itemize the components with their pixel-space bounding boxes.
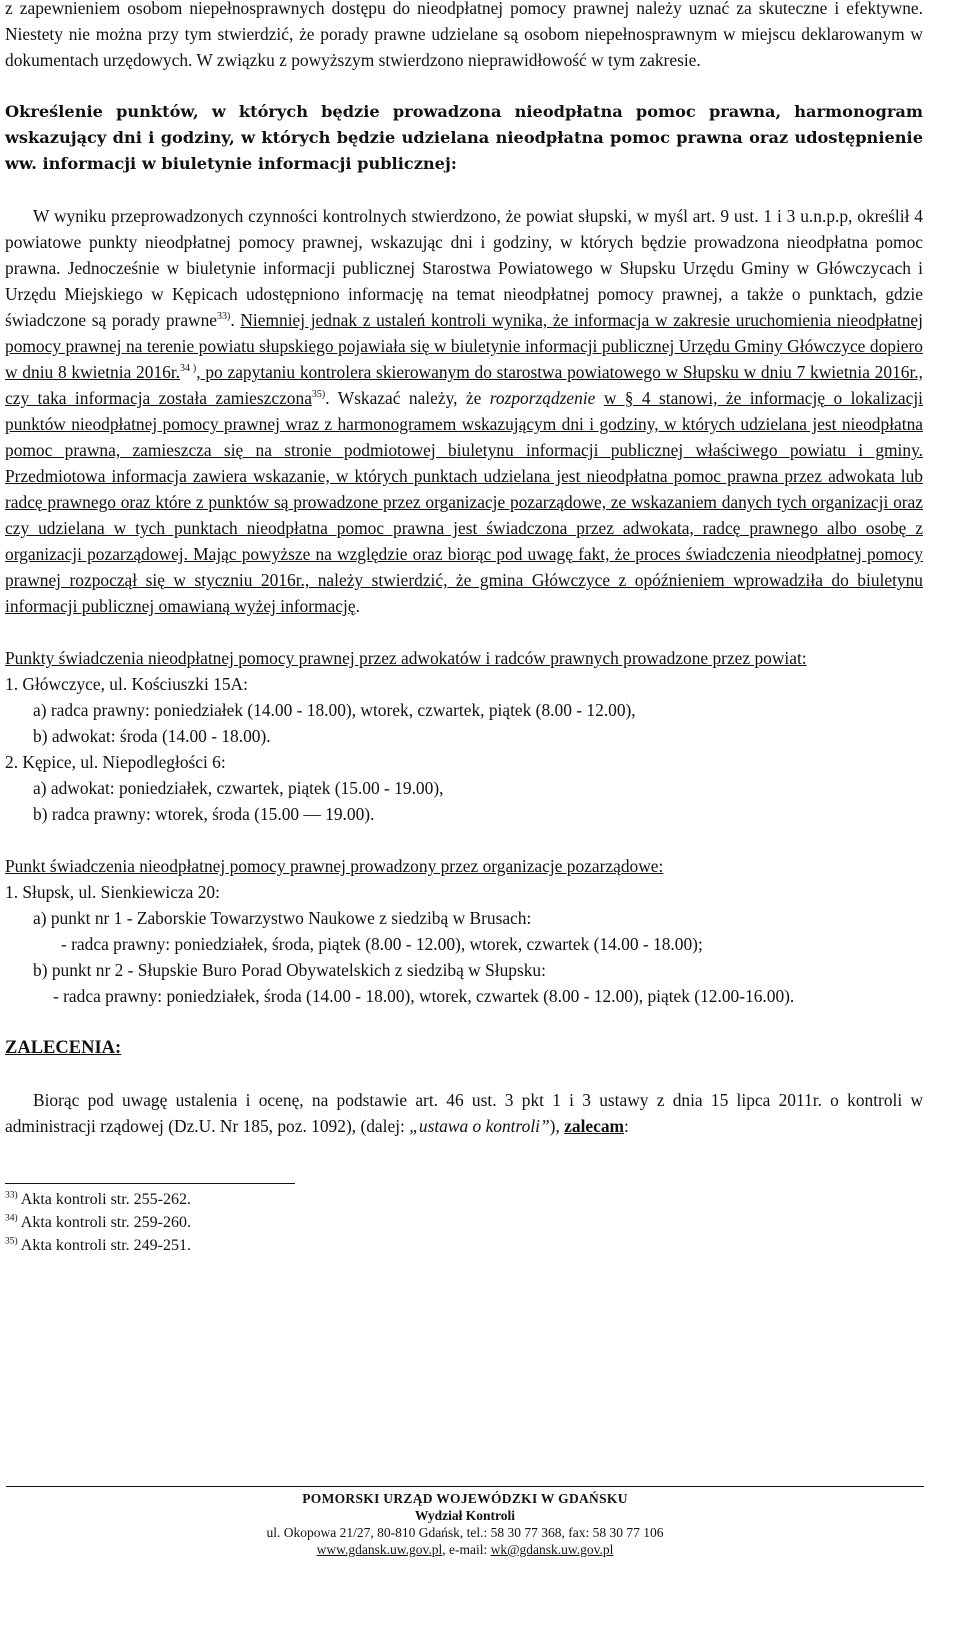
list-subitem: a) adwokat: poniedziałek, czwartek, piątek (15.00 - 19.00), — [33, 778, 444, 798]
list-detail: - radca prawny: poniedziałek, środa (14.00 - 18.00), wtorek, czwartek (8.00 - 12.00), piątek (12.00-16.00). — [53, 986, 795, 1006]
main-text-5: w § 4 stanowi, że informację o lokalizacji punktów nieodpłatnej pomocy prawnej wraz z harmonogramem wskazującym dni i godziny, w których udzielana jest nieodpłatna pomoc prawna, zamieszcza się na stronie podmiotowej biuletynu informacji publicznej właściwego powiatu i gminy. Przedmiotowa informacja zawiera wskazanie, w których punktach udzielana jest nieodpłatna pomoc prawna przez adwokata lub radcę prawnego oraz które z punktów są prowadzone przez organizacje pozarządowe, ze wskazaniem danych tych organizacji oraz czy udzielana w tych punktach nieodpłatna pomoc prawna jest świadczona przez adwokata, radcę prawnego albo osobę z organizacji pozarządowej. Mając powyższe na względzie oraz biorąc pod uwagę fakt, że proces świadczenia nieodpłatnej pomocy prawnej rozpoczął się w styczniu 2016r., należy stwierdzić, że gmina Główczyce z opóźnieniem wprowadziła do biuletynu informacji publicznej omawianą wyżej informację — [5, 388, 923, 616]
list-subitem: b) adwokat: środa (14.00 - 18.00). — [33, 726, 271, 746]
footnote-34: $^{34)}$ Akta kontroli str. 259-260. — [5, 1213, 192, 1231]
main-text-2: Niemniej jednak z ustaleń kontroli wynika, że informacja w zakresie uruchomienia nieodpłatnej pomocy prawnej na terenie powiatu słupskiego pojawiała się w biuletynie informacji publicznej Urzędu Gminy Główczyce dopiero w dniu 8 kwietnia 2016r. — [5, 310, 923, 382]
footnote-ref-35[interactable]: 35) — [311, 389, 326, 401]
recommendations-paragraph: Biorąc pod uwagę ustalenia i ocenę, na podstawie art. 46 ust. 3 pkt 1 i 3 ustawy z dnia 15 lipca 2011r. o kontroli w administracji rządowej (Dz.U. Nr 185, poz. 1092), (dalej: „ustawa o kontroli”), zalecam: — [5, 1090, 923, 1136]
list-subitem: a) punkt nr 1 - Zaborskie Towarzystwo Naukowe z siedzibą w Brusach: — [33, 908, 532, 928]
footer-email-link[interactable]: wk@gdansk.uw.gov.pl — [490, 1542, 614, 1557]
recommend-keyword: zalecam — [564, 1116, 625, 1136]
footer-website-link[interactable]: www.gdansk.uw.gov.pl — [316, 1542, 443, 1557]
ngo-points-heading: Punkt świadczenia nieodpłatnej pomocy prawnej prowadzony przez organizacje pozarządowe: — [5, 856, 664, 876]
list-item: 1. Główczyce, ul. Kościuszki 15A: — [5, 674, 248, 694]
ngo-points-list — [5, 879, 923, 1009]
footnote-35: $^{35)}$ Akta kontroli str. 249-251. — [5, 1236, 192, 1254]
list-subitem: a) radca prawny: poniedziałek (14.00 - 18.00), wtorek, czwartek, piątek (8.00 - 12.00), — [33, 700, 636, 720]
footer-department: Wydział Kontroli — [414, 1508, 516, 1523]
recommendations-heading: ZALECENIA: — [5, 1038, 122, 1058]
intro-paragraph: z zapewnieniem osobom niepełnosprawnych dostępu do nieodpłatnej pomocy prawnej należy uznać za skuteczne i efektywne. Niestety nie można przy tym stwierdzić, że porady prawne udzielane są osobom niepełnosprawnym w miejscu deklarowanym w dokumentach urzędowych. W związku z powyższym stwierdzono nieprawidłowość w tym zakresie. — [5, 0, 923, 70]
footnote-separator — [5, 1183, 295, 1184]
list-subitem: b) radca prawny: wtorek, środa (15.00 — 19.00). — [33, 804, 375, 824]
footer-address: ul. Okopowa 21/27, 80-810 Gdańsk, tel.: 58 30 77 368, fax: 58 30 77 106 — [266, 1525, 664, 1540]
footer-divider — [6, 1486, 924, 1487]
main-text-1: W wyniku przeprowadzonych czynności kontrolnych stwierdzono, że powiat słupski, w myśl art. 9 ust. 1 i 3 u.n.p.p, określił 4 powiatowe punkty nieodpłatnej pomocy prawnej, wskazując dni i godziny, w których będzie prowadzona nieodpłatna pomoc prawna. Jednocześnie w biuletynie informacji publicznej Starostwa Powiatowego w Słupsku Urzędu Gminy w Główczycach i Urzędu Miejskiego w Kępicach udostępniono informację na temat nieodpłatnej pomocy prawnej, a także o punktach, gdzie świadczone są porady prawne — [5, 206, 923, 330]
footer-contact: www.gdansk.uw.gov.pl, e-mail: wk@gdansk.uw.gov.pl — [316, 1542, 614, 1557]
document-page — [5, 0, 923, 1257]
main-paragraph: W wyniku przeprowadzonych czynności kontrolnych stwierdzono, że powiat słupski, w myśl art. 9 ust. 1 i 3 u.n.p.p, określił 4 powiatowe punkty nieodpłatnej pomocy prawnej, wskazując dni i godziny, w których będzie prowadzona nieodpłatna pomoc prawna. Jednocześnie w biuletynie informacji publicznej Starostwa Powiatowego w Słupsku Urzędu Gminy w Główczycach i Urzędu Miejskiego w Kępicach udostępniono informację na temat nieodpłatnej pomocy prawnej, a także o punktach, gdzie świadczone są porady prawne$^{33)}$. Niemniej jednak z ustaleń kontroli wynika, że informacja w zakresie uruchomienia nieodpłatnej pomocy prawnej na terenie powiatu słupskiego pojawiała się w biuletynie informacji publicznej Urzędu Gminy Główczyce dopiero w dniu 8 kwietnia 2016r.$^{34 )}$, po zapytaniu kontrolera skierowanym do starostwa powiatowego w Słupsku w dniu 7 kwietnia 2016r., czy taka informacja została zamieszczona$^{35)}$. Wskazać należy, że rozporządzenie w § 4 stanowi, że informację o lokalizacji punktów nieodpłatnej pomocy prawnej wraz z harmonogramem wskazującym dni i godziny, w których udzielana jest nieodpłatna pomoc prawna, zamieszcza się na stronie podmiotowej biuletynu informacji publicznej właściwego powiatu i gminy. Przedmiotowa informacja zawiera wskazanie, w których punktach udzielana jest nieodpłatna pomoc prawna przez adwokata lub radcę prawnego oraz które z punktów są prowadzone przez organizacje pozarządowe, ze wskazaniem danych tych organizacji oraz czy udzielana w tych punktach nieodpłatna pomoc prawna jest świadczona przez adwokata, radcę prawnego albo osobę z organizacji pozarządowej. Mając powyższe na względzie oraz biorąc pod uwagę fakt, że proces świadczenia nieodpłatnej pomocy prawnej rozpoczął się w styczniu 2016r., należy stwierdzić, że gmina Główczyce z opóźnieniem wprowadziła do biuletynu informacji publicznej omawianą wyżej informację. — [5, 206, 923, 616]
main-text-4: . Wskazać należy, że — [325, 388, 490, 408]
footnote-ref-33[interactable]: 33) — [217, 311, 231, 323]
footnote-33: $^{33)}$ Akta kontroli str. 255-262. — [5, 1190, 192, 1208]
footnotes — [5, 1188, 923, 1257]
list-detail: - radca prawny: poniedziałek, środa, piątek (8.00 - 12.00), wtorek, czwartek (14.00 - 18.00); — [61, 934, 703, 954]
footer-organization: POMORSKI URZĄD WOJEWÓDZKI W GDAŃSKU — [302, 1491, 628, 1506]
main-text-italic: rozporządzenie — [489, 388, 596, 408]
page-footer — [0, 1486, 930, 1558]
list-subitem: b) punkt nr 2 - Słupskie Buro Porad Obywatelskich z siedzibą w Słupsku: — [33, 960, 546, 980]
list-item: 2. Kępice, ul. Niepodległości 6: — [5, 752, 226, 772]
powiat-points-heading: Punkty świadczenia nieodpłatnej pomocy prawnej przez adwokatów i radców prawnych prowadzone przez powiat: — [5, 648, 807, 668]
list-item: 1. Słupsk, ul. Sienkiewicza 20: — [5, 882, 220, 902]
main-text-3: , po zapytaniu kontrolera skierowanym do starostwa powiatowego w Słupsku w dniu 7 kwietnia 2016r., czy taka informacja została zamieszczona — [5, 362, 923, 408]
footnote-ref-34[interactable]: 34 ) — [180, 363, 197, 375]
powiat-points-list — [5, 671, 923, 827]
section-heading: Określenie punktów, w których będzie prowadzona nieodpłatna pomoc prawna, harmonogram wskazujący dni i godziny, w których będzie udzielana nieodpłatna pomoc prawna oraz udostępnienie ww. informacji w biuletynie informacji publicznej: — [5, 102, 923, 173]
